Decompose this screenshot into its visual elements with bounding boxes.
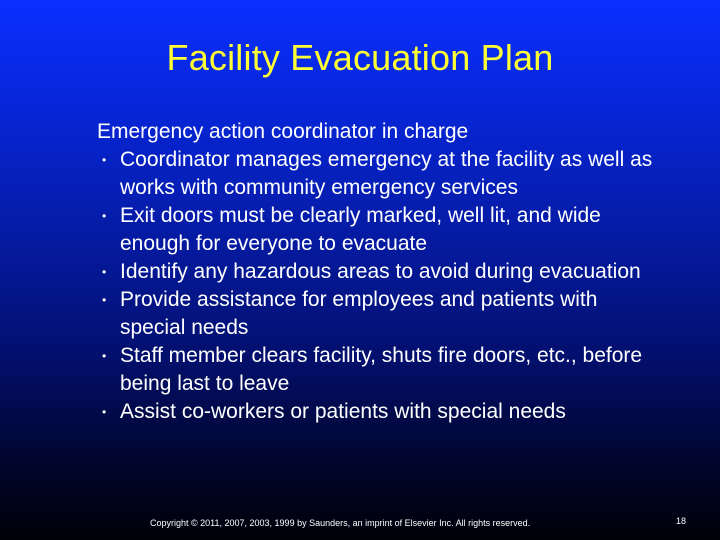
bullet-item — [97, 342, 660, 398]
bullet-text: Assist co-workers or patients with special needs — [120, 400, 566, 423]
bullet-item — [97, 398, 660, 426]
bullet-item — [97, 202, 660, 258]
bullet-icon: • — [102, 209, 107, 223]
bullet-icon: • — [102, 293, 107, 307]
copyright-notice: Copyright © 2011, 2007, 2003, 1999 by Saunders, an imprint of Elsevier Inc. All rights reserved. — [150, 518, 531, 528]
bullet-text: Provide assistance for employees and patients with special needs — [120, 288, 598, 339]
bullet-item — [97, 258, 660, 286]
bullet-text: Exit doors must be clearly marked, well lit, and wide enough for everyone to evacuate — [120, 204, 601, 255]
slide-body — [97, 118, 697, 426]
bullet-text: Staff member clears facility, shuts fire doors, etc., before being last to leave — [120, 344, 643, 395]
body-heading: Emergency action coordinator in charge — [97, 120, 469, 143]
bullet-icon: • — [102, 153, 107, 167]
bullet-list — [97, 146, 697, 426]
bullet-text: Coordinator manages emergency at the facility as well as works with community emergency services — [120, 148, 653, 199]
slide-title: Facility Evacuation Plan — [166, 37, 554, 78]
bullet-text: Identify any hazardous areas to avoid during evacuation — [120, 260, 641, 283]
bullet-icon: • — [102, 349, 107, 363]
bullet-item — [97, 146, 660, 202]
bullet-icon: • — [102, 265, 107, 279]
page-number: 18 — [676, 516, 687, 526]
bullet-icon: • — [102, 405, 107, 419]
bullet-item — [97, 286, 660, 342]
